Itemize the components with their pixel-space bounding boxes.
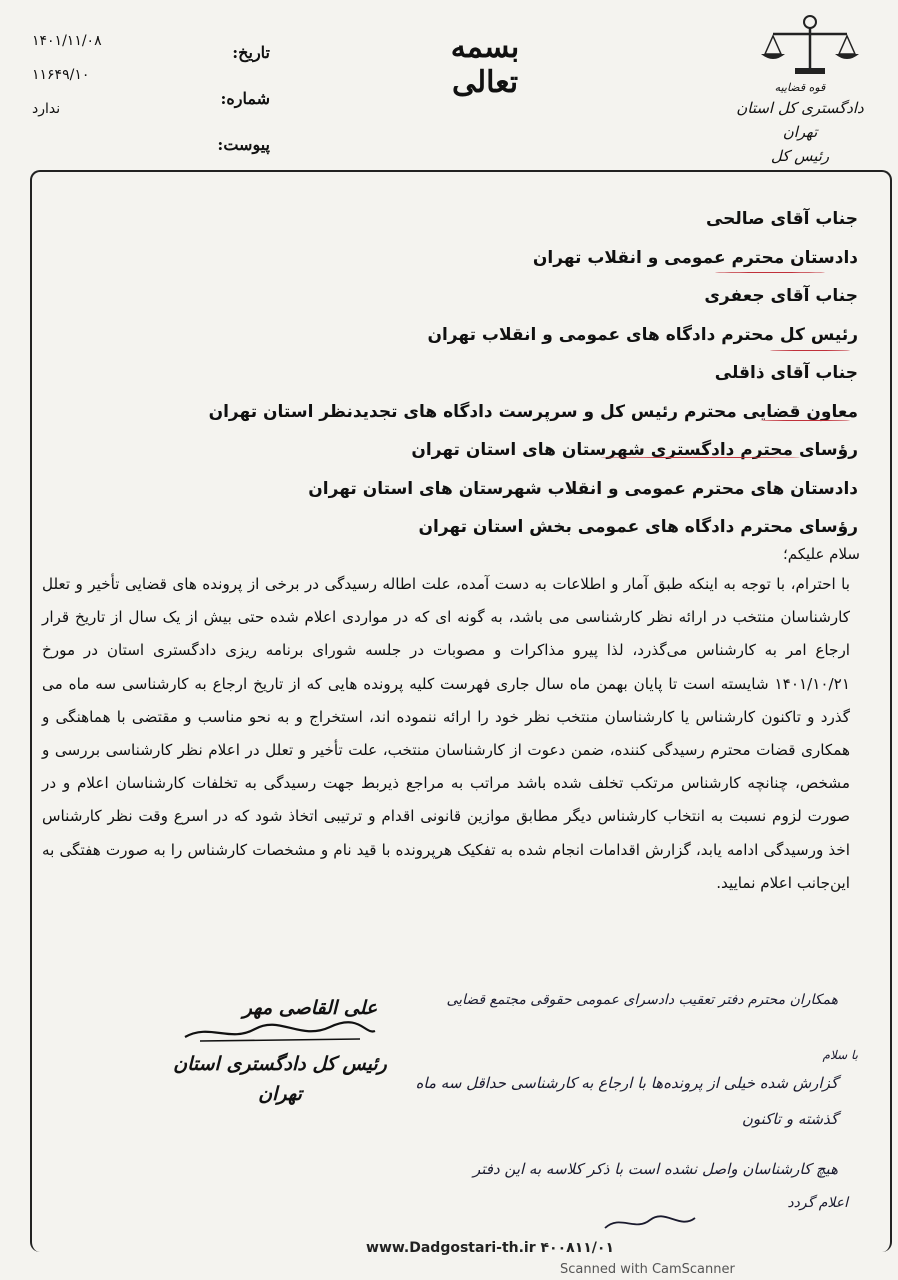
- handwritten-note-line: گزارش شده خیلی از پرونده‌ها با ارجاع به کارشناسی حداقل سه ماه گذشته و تاکنون: [415, 1074, 838, 1128]
- handwritten-note-line: با سلام: [822, 1048, 858, 1062]
- recipient-line: دادستان محترم عمومی و انقلاب تهران: [532, 247, 858, 268]
- handwritten-note-line: همکاران محترم دفتر تعقیب دادسرای عمومی حقوقی مجتمع قضایی: [446, 992, 838, 1008]
- recipient-line: جناب آقای ذاقلی: [714, 363, 858, 383]
- recipient-line: جناب آقای صالحی: [705, 209, 858, 229]
- letter-body: با احترام، با توجه به اینکه طبق آمار و اطلاعات به دست آمده، علت اطاله رسیدگی در برخی از پرونده های قضایی تأخیر و تعلل کارشناسان منتخب در ارائه نظر کارشناسی می باشد، به گونه ای که در مواردی اعلام شده حتی بیش از یک سال از تاریخ قرار ارجاع امر به کارشناس می‌گذرد، لذا پیرو مذاکرات و مصوبات در جلسه شورای برنامه ریزی دادگستری استان در مورخ ۱۴۰۱/۱۰/۲۱ شایسته است تا پایان بهمن ماه سال جاری فهرست کلیه پرونده هایی که از تاریخ ارجاع به کارشناسی سه ماه می گذرد و تاکنون کارشناس یا کارشناسان منتخب نظر خود را ارائه ننموده اند، استخراج و به نحو مناسب و مقتضی با هماهنگی و همکاری قضات محترم رسیدگی کننده، ضمن دعوت از کارشناسان منتخب، علت تأخیر و تعلل در اعلام نظر کارشناسی بررسی و مشخص، چنانچه کارشناس مرتکب تخلف شده باشد مراتب به مراجع ذیربط جهت رسیدگی به تخلفات کارشناسان اعلام و در صورت لزوم نسبت به انتخاب کارشناس دیگر مطابق موازین قانونی اقدام و ترتیبی اتخاذ شود که در اسرع وقت نظر کارشناس اخذ ورسیدگی ادامه یابد، گزارش اقدامات انجام شده به تفکیک هرپرونده با قید نام و مشخصات کارشناس را به صورت هفتگی به این‌جانب اعلام نمایید.: [42, 575, 850, 892]
- judiciary-emblem-icon: [755, 10, 865, 80]
- number-label: شماره:: [220, 89, 270, 108]
- attachment-label: پیوست:: [217, 135, 270, 154]
- signature-scribble-icon: [180, 1021, 380, 1045]
- recipient-line: معاون قضایی محترم رئیس کل و سرپرست دادگاه های تجدیدنظر استان تهران: [208, 401, 858, 422]
- scan-watermark: Scanned with CamScanner: [560, 1262, 735, 1277]
- number-value: ۱۱۶۴۹/۱۰: [32, 67, 90, 83]
- recipient-line: رؤسای محترم دادگاه های عمومی بخش استان تهران: [418, 517, 858, 537]
- greeting: سلام علیکم؛: [782, 545, 860, 563]
- meta-labels: [190, 30, 270, 168]
- recipient-line: رئیس کل محترم دادگاه های عمومی و انقلاب تهران: [427, 324, 858, 345]
- signer-name: علی القاصی مهر: [242, 997, 378, 1019]
- red-underline: [770, 350, 850, 351]
- handwritten-initials-icon: [600, 1210, 700, 1236]
- recipient-list: [98, 200, 858, 547]
- signature-block: [150, 995, 410, 1109]
- recipient-line: رؤسای محترم دادگستری شهرستان های استان تهران: [411, 440, 858, 460]
- handwritten-note-line: اعلام گردد: [787, 1195, 848, 1211]
- organization-title: [725, 80, 875, 168]
- attachment-value: ندارد: [32, 101, 61, 117]
- recipient-line: دادستان های محترم عمومی و انقلاب شهرستان های استان تهران: [308, 478, 858, 499]
- date-value: ۱۴۰۱/۱۱/۰۸: [32, 33, 102, 49]
- handwritten-note-line: هیچ کارشناسان واصل نشده است با ذکر کلاسه به این دفتر: [472, 1160, 838, 1178]
- meta-values: [32, 24, 142, 126]
- red-underline: [715, 272, 825, 273]
- signer-title: رئیس کل دادگستری استان تهران: [173, 1053, 387, 1105]
- org-line-1: قوه قضاییه: [774, 81, 826, 94]
- org-line-3: رئیس کل: [770, 147, 830, 165]
- red-underline: [600, 457, 800, 458]
- red-underline: [760, 420, 850, 421]
- footer-text: www.Dadgostari-th.ir ۴۰۰۸۱۱/۰۱: [366, 1240, 614, 1256]
- date-label: تاریخ:: [232, 43, 270, 62]
- recipient-line: جناب آقای جعفری: [704, 286, 858, 306]
- org-line-2: دادگستری کل استان تهران: [736, 99, 864, 141]
- basmala: بسمه تعالی: [450, 30, 520, 100]
